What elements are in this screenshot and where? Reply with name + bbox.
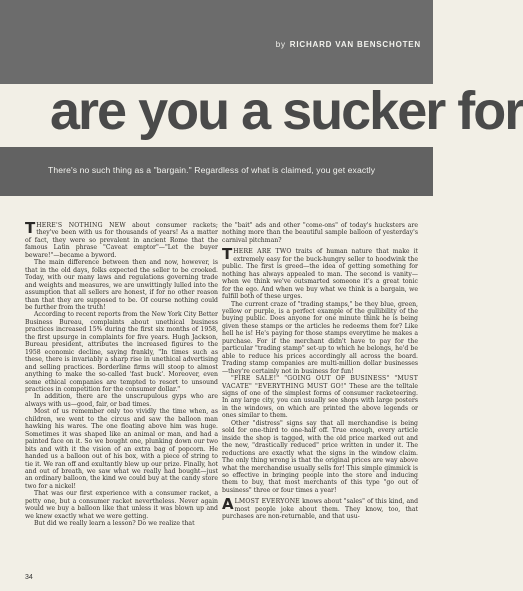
article-paragraph: According to recent reports from the New York City Better Business Bureau, complaints about unethical business practices increased 15% during the first six months of 1958, the first upsurge in complaints for five years. Hugh Jackson, Bureau president, attributes the increased figures to the 1958 economic decline, saying frankly, "In times such as these, there is invariably a sharp rise in unethical advertising and selling practices. Borderline firms will stoop to almost anything to make the so-called 'fast buck'. Moreover, even some ethical companies are tempted to resort to unsound practices in competition for the consumer dollar." (25, 311, 218, 393)
article-paragraph (25, 219, 218, 259)
lead-in: LMOST EVERYONE (234, 498, 300, 506)
paragraph-text: These are the telltale signs of one of the simplest forms of consumer racketeering. In any large city, you can usually see shops with large posters in the windows, on which are printed the above legends or ones similar to them. (222, 382, 418, 420)
article-paragraph: the "bait" ads and other "come-ons" of today's hucksters are nothing more than the beautiful sample balloon of yesterday's carnival pitchman? (222, 222, 418, 244)
paragraph-text: knows about "sales" of this kind, and most people joke about them. They know, too, that purchases are non-returnable, and that usu- (222, 498, 418, 521)
paragraph-text: traits of human nature that make it extremely easy for the buck-hungry seller to hoodwink the public. The first is greed—the idea of getting something for nothing has always appealed to man. The second is vanity—when we think we've outsmarted someone it's a great tonic for the ego. And when we buy what we think is a bargain, we fulfill both of these urges. (222, 248, 419, 301)
drop-cap: A (222, 495, 234, 514)
article-paragraph: Most of us remember only too vividly the time when, as children, we went to the circus and saw the balloon man hawking his wares. The one floating above him was huge. Sometimes it was shaped like an animal or man, and had a painted face on it. So we bought one, plunking down our two bits and with it the vision of an extra bag of popcorn. He handed us a balloon out of his box, with a piece of string to tie it. We ran off and exultantly blew up our prize. Finally, hot and out of breath, we saw what we really had bought—just an ordinary balloon, the kind we could buy at the candy store two for a nickel! (25, 408, 218, 490)
article-paragraph (222, 245, 419, 301)
lead-in: "FIRE SALE!" "GOING OUT OF BUSINESS" "MUST VACATE" "EVERYTHING MUST GO!" (222, 375, 418, 390)
lead-in: HERE'S NOTHING NEW (36, 222, 126, 229)
paragraph-text: about consumer rackets; they've been with us for thousands of years! As a matter of fact, they were so prevalent in ancient Rome that the famous Latin phrase "Caveat emptor"—"Let the buyer beware!"—became a byword. (25, 222, 218, 259)
article-paragraph: The main difference between then and now, however, is that in the old days, folks expected the seller to be crooked. Today, with our many laws and regulations governing trade and weights and measures, we are unwittingly lulled into the assumption that all sellers are honest, if for no other reason than that they are supposed to be. Of course nothing could be further from the truth! (25, 259, 218, 311)
byline-prefix: by (275, 40, 286, 49)
article-paragraph: Other "distress" signs say that all merchandise is being sold for one-third to one-half off. True enough, every article inside the shop is tagged, with the old price marked out and the new, "drastically reduced" price written in under it. The reductions are exactly what the signs in the window claim. The only thing wrong is that the original prices are way above what the merchandise usually sells for! This simple gimmick is so effective in bringing people into the store and inducing them to buy, that most merchants of this type "go out of business" three or four times a year! (222, 419, 418, 494)
headline: are you a sucker for (50, 81, 523, 141)
article-column-right (222, 222, 418, 521)
drop-cap: T (222, 245, 233, 264)
page-number: 34 (25, 574, 33, 581)
article-paragraph: In addition, there are the unscrupulous gyps who are always with us—good, fair, or bad times. (25, 393, 218, 408)
article-paragraph: The current craze of "trading stamps," be they blue, green, yellow or purple, is a perfect example of the gullibility of the buying public. Does anyone for one minute think he is being given these stamps or the articles he redeems them for? Like hell he is! He's paying for those stamps everytime he makes a purchase. For if the merchant didn't have to pay for the particular "trading stamp" set-up to which he belongs, he'd be able to reduce his prices accordingly all across the board. Trading stamp companies are multi-million dollar businesses—they're certainly not in business for fun! (222, 300, 418, 375)
article-column-left (25, 219, 218, 528)
byline-author: RICHARD VAN BENSCHOTEN (289, 40, 421, 49)
lead-in: HERE ARE TWO (233, 248, 292, 256)
article-paragraph (222, 375, 418, 420)
drop-cap: T (25, 219, 36, 237)
article-paragraph: That was our first experience with a consumer racket, a petty one, but a consumer racket nevertheless. Never again would we buy a balloon like that unless it was blown up and we knew exactly what we were getting. (25, 490, 218, 520)
article-paragraph (222, 495, 418, 521)
subhead: There's no such thing as a "bargain." Regardless of what is claimed, you get exactly (48, 165, 376, 175)
article-paragraph: But did we really learn a lesson? Do we realize that (34, 520, 195, 528)
byline (276, 40, 421, 49)
